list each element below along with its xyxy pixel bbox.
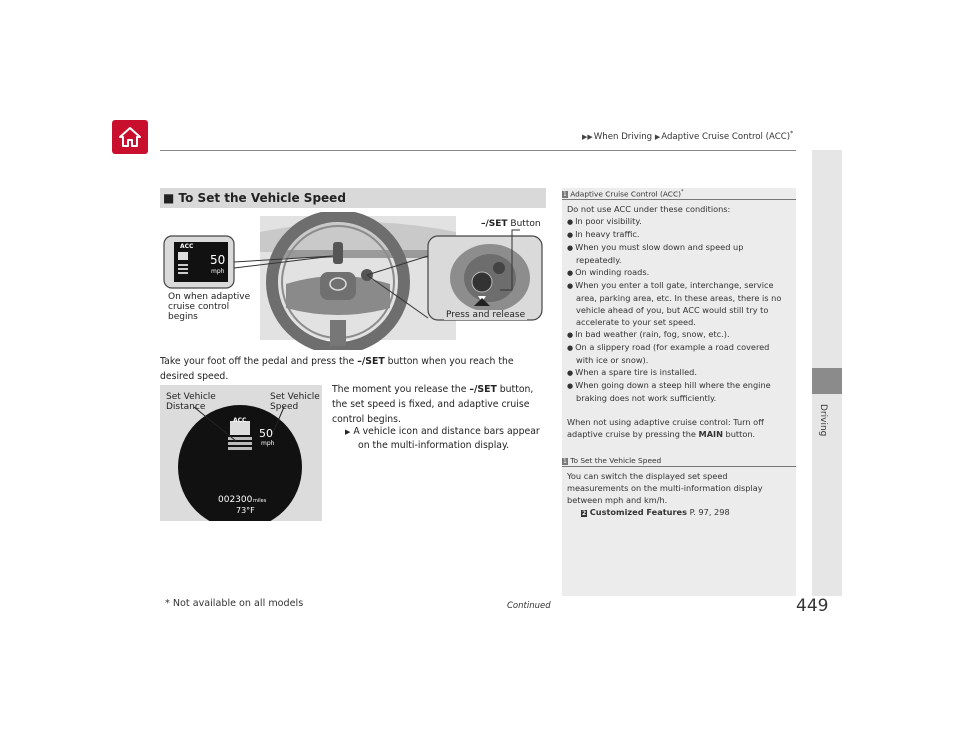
side-tab-label[interactable]: Driving — [818, 404, 828, 437]
outside-temperature: 73°F — [236, 506, 255, 515]
breadcrumb-item-acc[interactable]: Adaptive Cruise Control (ACC) — [661, 131, 791, 142]
note-acc-item: ● When you enter a toll gate, interchange, service area, parking area, etc. In these areas, there is no vehicle ahead of you, but ACC would still try to accelerate to your set speed. — [567, 279, 789, 328]
para2-text-end: button, the set speed is fixed, and adaptive cruise control begins. — [332, 384, 534, 425]
note-acc-outro — [567, 416, 789, 440]
para1-text: Take your foot off the pedal and press the — [160, 356, 358, 367]
para1-text-end: button when you reach the desired speed. — [160, 356, 514, 382]
note-acc-item: ● In heavy traffic. — [567, 228, 789, 241]
display-set-speed: 50 — [210, 253, 226, 267]
display-acc-label: ACC — [180, 243, 194, 250]
reference-pages: P. 97, 298 — [686, 507, 730, 517]
display-speed-unit: mph — [211, 268, 225, 275]
home-button[interactable] — [112, 120, 148, 154]
footnote: * Not available on all models — [165, 598, 304, 609]
note-acc-item: ● When a spare tire is installed. — [567, 366, 789, 379]
note-acc-list — [567, 215, 789, 404]
callout-line: On when adaptive — [168, 292, 251, 302]
note-acc-outro-end: button. — [722, 429, 756, 439]
para2-text: The moment you release the — [332, 384, 470, 395]
set-button-name: –/SET — [481, 219, 508, 229]
note-marker-icon: 1 — [563, 191, 567, 199]
odometer-reading: 002300 — [218, 495, 253, 505]
customized-features-link[interactable] — [567, 506, 767, 520]
set-button-suffix: Button — [507, 219, 541, 229]
note-acc-outro-text: When not using adaptive cruise control: Turn off adaptive cruise by pressing the — [567, 417, 764, 439]
note-acc-item: ● On winding roads. — [567, 266, 789, 279]
continued-label: Continued — [507, 601, 551, 611]
reference-icon: 2 — [582, 510, 587, 517]
note-acc-item: ● In bad weather (rain, fog, snow, etc.). — [567, 328, 789, 341]
para2-button: –/SET — [469, 384, 497, 395]
note-speed-title: To Set the Vehicle Speed — [570, 456, 662, 465]
mid-speed-unit: mph — [261, 440, 275, 447]
note-marker-icon: 1 — [563, 458, 567, 465]
section-title: To Set the Vehicle Speed — [178, 191, 346, 205]
label-set-distance — [166, 392, 216, 412]
home-icon — [118, 126, 142, 148]
note-acc-item: ● In poor visibility. — [567, 215, 789, 228]
not-all-models-mark: * — [790, 130, 794, 137]
label-line: Speed — [270, 402, 299, 412]
label-line: Set Vehicle — [270, 392, 320, 402]
callout-line: begins — [168, 312, 198, 322]
label-line: Set Vehicle — [166, 392, 216, 402]
release-paragraph — [332, 382, 546, 427]
page-number: 449 — [796, 596, 829, 616]
callout-adaptive-on — [168, 292, 250, 322]
note-speed-body — [567, 470, 767, 520]
callout-line: cruise control — [168, 302, 230, 312]
note-speed-heading — [562, 456, 796, 467]
set-button-label — [481, 219, 541, 229]
note-acc-intro: Do not use ACC under these conditions: — [567, 204, 731, 214]
section-marker-icon: ■ — [163, 191, 175, 205]
not-all-models-mark: * — [681, 189, 684, 195]
note-acc-item: ● When you must slow down and speed up repeatedly. — [567, 241, 789, 266]
note-acc-item: ● When going down a steep hill where the engine braking does not work sufficiently. — [567, 379, 789, 404]
note-acc-item: ● On a slippery road (for example a road covered with ice or snow). — [567, 341, 789, 366]
result-text: A vehicle icon and distance bars appear — [353, 426, 540, 437]
press-release-label: Press and release — [446, 310, 526, 320]
label-set-speed — [270, 392, 320, 412]
result-line-cont: on the multi-information display. — [358, 440, 510, 451]
steering-wheel-illustration — [160, 212, 546, 350]
odometer-unit: miles — [253, 498, 267, 504]
note-speed-text: You can switch the displayed set speed measurements on the multi-information display between mph and km/h. — [567, 471, 763, 505]
header-rule — [160, 150, 796, 151]
section-heading — [160, 188, 546, 208]
side-tab-marker[interactable] — [812, 368, 842, 394]
note-acc-title: Adaptive Cruise Control (ACC) — [570, 189, 682, 199]
label-line: Distance — [166, 402, 206, 412]
note-acc-heading — [562, 189, 796, 200]
note-acc-body — [567, 203, 789, 440]
mid-set-speed: 50 — [259, 427, 273, 440]
para1-button: –/SET — [357, 356, 385, 367]
result-arrow-icon: ▶ — [345, 428, 351, 436]
instruction-paragraph — [160, 354, 548, 384]
breadcrumb-item-when-driving[interactable]: When Driving — [593, 131, 653, 142]
mid-acc-label: ACC — [233, 417, 247, 424]
breadcrumb — [582, 130, 793, 142]
reference-label: Customized Features — [589, 507, 687, 517]
main-button-name: MAIN — [698, 429, 723, 439]
breadcrumb-arrow-icon: ▶▶ — [582, 132, 593, 141]
breadcrumb-arrow-icon: ▶ — [654, 132, 661, 141]
multi-information-display-illustration — [160, 385, 322, 521]
